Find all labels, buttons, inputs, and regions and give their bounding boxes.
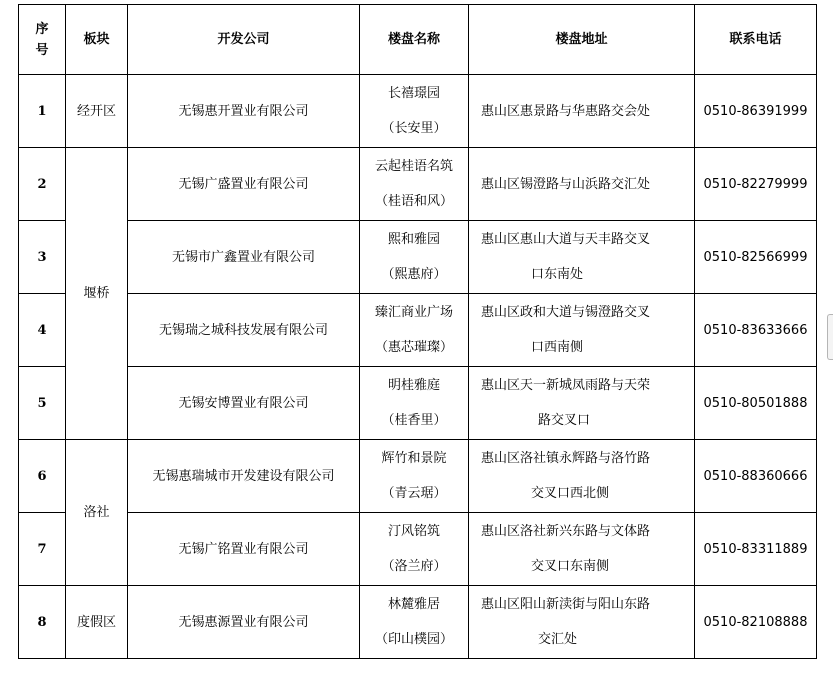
- header-project: 楼盘名称: [360, 5, 469, 75]
- cell-phone: 0510-82566999: [695, 221, 817, 294]
- address-line1: 惠山区洛社镇永辉路与洛竹路: [481, 451, 651, 466]
- cell-seq: 1: [19, 75, 66, 148]
- cell-phone: 0510-80501888: [695, 367, 817, 440]
- address-line1: 惠山区阳山新渎街与阳山东路: [481, 597, 651, 612]
- cell-sector: 堰桥: [66, 148, 128, 440]
- cell-developer: 无锡广铭置业有限公司: [128, 513, 360, 586]
- project-alias: （熙惠府）: [381, 267, 447, 282]
- cell-seq: 2: [19, 148, 66, 221]
- table-row: [19, 367, 817, 440]
- project-name: 熙和雅园: [387, 232, 440, 247]
- cell-seq: 8: [19, 586, 66, 659]
- address-line1: 惠山区洛社新兴东路与文体路: [481, 524, 651, 539]
- project-alias: （惠芯璀璨）: [374, 340, 453, 355]
- address-line2: 交叉口西北侧: [531, 486, 610, 501]
- header-seq-line2: 号: [35, 42, 49, 58]
- table-row: [19, 75, 817, 148]
- cell-project: [360, 513, 469, 586]
- cell-project: [360, 367, 469, 440]
- address-line1: 惠山区锡澄路与山浜路交汇处: [481, 176, 651, 192]
- cell-address: [469, 367, 695, 440]
- address-line2: 路交叉口: [538, 413, 591, 428]
- project-alias: （桂香里）: [381, 413, 447, 428]
- project-alias: （青云琚）: [381, 486, 447, 501]
- project-name: 臻汇商业广场: [374, 305, 453, 320]
- cell-phone: 0510-82108888: [695, 586, 817, 659]
- address-line1: 惠山区天一新城凤雨路与天荣: [481, 378, 651, 393]
- cell-sector: 度假区: [66, 586, 128, 659]
- cell-sector: 经开区: [66, 75, 128, 148]
- address-line2: 交叉口东南侧: [531, 559, 610, 574]
- cell-project: [360, 294, 469, 367]
- cell-seq: 5: [19, 367, 66, 440]
- project-alias: （印山樸园）: [374, 632, 453, 647]
- cell-project: [360, 75, 469, 148]
- cell-address: [469, 513, 695, 586]
- cell-project: [360, 586, 469, 659]
- project-name: 长禧璟园: [387, 86, 440, 101]
- cell-sector: 洛社: [66, 440, 128, 586]
- cell-phone: 0510-82279999: [695, 148, 817, 221]
- table-header-row: [19, 5, 817, 75]
- project-name: 明桂雅庭: [387, 378, 440, 393]
- cell-address: [469, 586, 695, 659]
- project-name: 汀风铭筑: [387, 524, 440, 539]
- table-row: [19, 148, 817, 221]
- cell-project: [360, 440, 469, 513]
- header-developer: 开发公司: [128, 5, 360, 75]
- cell-phone: 0510-86391999: [695, 75, 817, 148]
- header-seq: [19, 5, 66, 75]
- cell-seq: 3: [19, 221, 66, 294]
- cell-developer: 无锡瑞之城科技发展有限公司: [128, 294, 360, 367]
- cell-developer: 无锡安博置业有限公司: [128, 367, 360, 440]
- address-line2: 口东南处: [531, 267, 584, 282]
- address-line2: 交汇处: [538, 632, 578, 647]
- header-phone: 联系电话: [695, 5, 817, 75]
- table-row: [19, 586, 817, 659]
- project-alias: （洛兰府）: [381, 559, 447, 574]
- property-listing-table: [18, 4, 817, 659]
- cell-developer: 无锡惠源置业有限公司: [128, 586, 360, 659]
- cell-developer: 无锡市广鑫置业有限公司: [128, 221, 360, 294]
- header-sector: 板块: [66, 5, 128, 75]
- cell-address: [469, 75, 695, 148]
- cell-seq: 6: [19, 440, 66, 513]
- cell-phone: 0510-83633666: [695, 294, 817, 367]
- address-line1: 惠山区惠景路与华惠路交会处: [481, 103, 651, 119]
- cell-developer: 无锡广盛置业有限公司: [128, 148, 360, 221]
- cell-seq: 7: [19, 513, 66, 586]
- address-line1: 惠山区惠山大道与天丰路交叉: [481, 232, 651, 247]
- cell-seq: 4: [19, 294, 66, 367]
- cell-project: [360, 221, 469, 294]
- cell-address: [469, 221, 695, 294]
- address-line2: 口西南侧: [531, 340, 584, 355]
- project-alias: （长安里）: [381, 121, 447, 136]
- address-line1: 惠山区政和大道与锡澄路交叉: [481, 305, 651, 320]
- header-seq-line1: 序: [35, 21, 49, 37]
- table-row: [19, 221, 817, 294]
- header-address: 楼盘地址: [469, 5, 695, 75]
- cell-developer: 无锡惠瑞城市开发建设有限公司: [128, 440, 360, 513]
- side-scroll-handle[interactable]: [827, 314, 833, 360]
- table-row: [19, 513, 817, 586]
- project-name: 辉竹和景院: [381, 451, 447, 466]
- table-row: [19, 440, 817, 513]
- cell-address: [469, 440, 695, 513]
- cell-phone: 0510-88360666: [695, 440, 817, 513]
- table-row: [19, 294, 817, 367]
- cell-address: [469, 148, 695, 221]
- cell-phone: 0510-83311889: [695, 513, 817, 586]
- cell-project: [360, 148, 469, 221]
- project-name: 林麓雅居: [387, 597, 440, 612]
- project-name: 云起桂语名筑: [374, 159, 453, 174]
- cell-developer: 无锡惠开置业有限公司: [128, 75, 360, 148]
- cell-address: [469, 294, 695, 367]
- project-alias: （桂语和风）: [374, 194, 453, 209]
